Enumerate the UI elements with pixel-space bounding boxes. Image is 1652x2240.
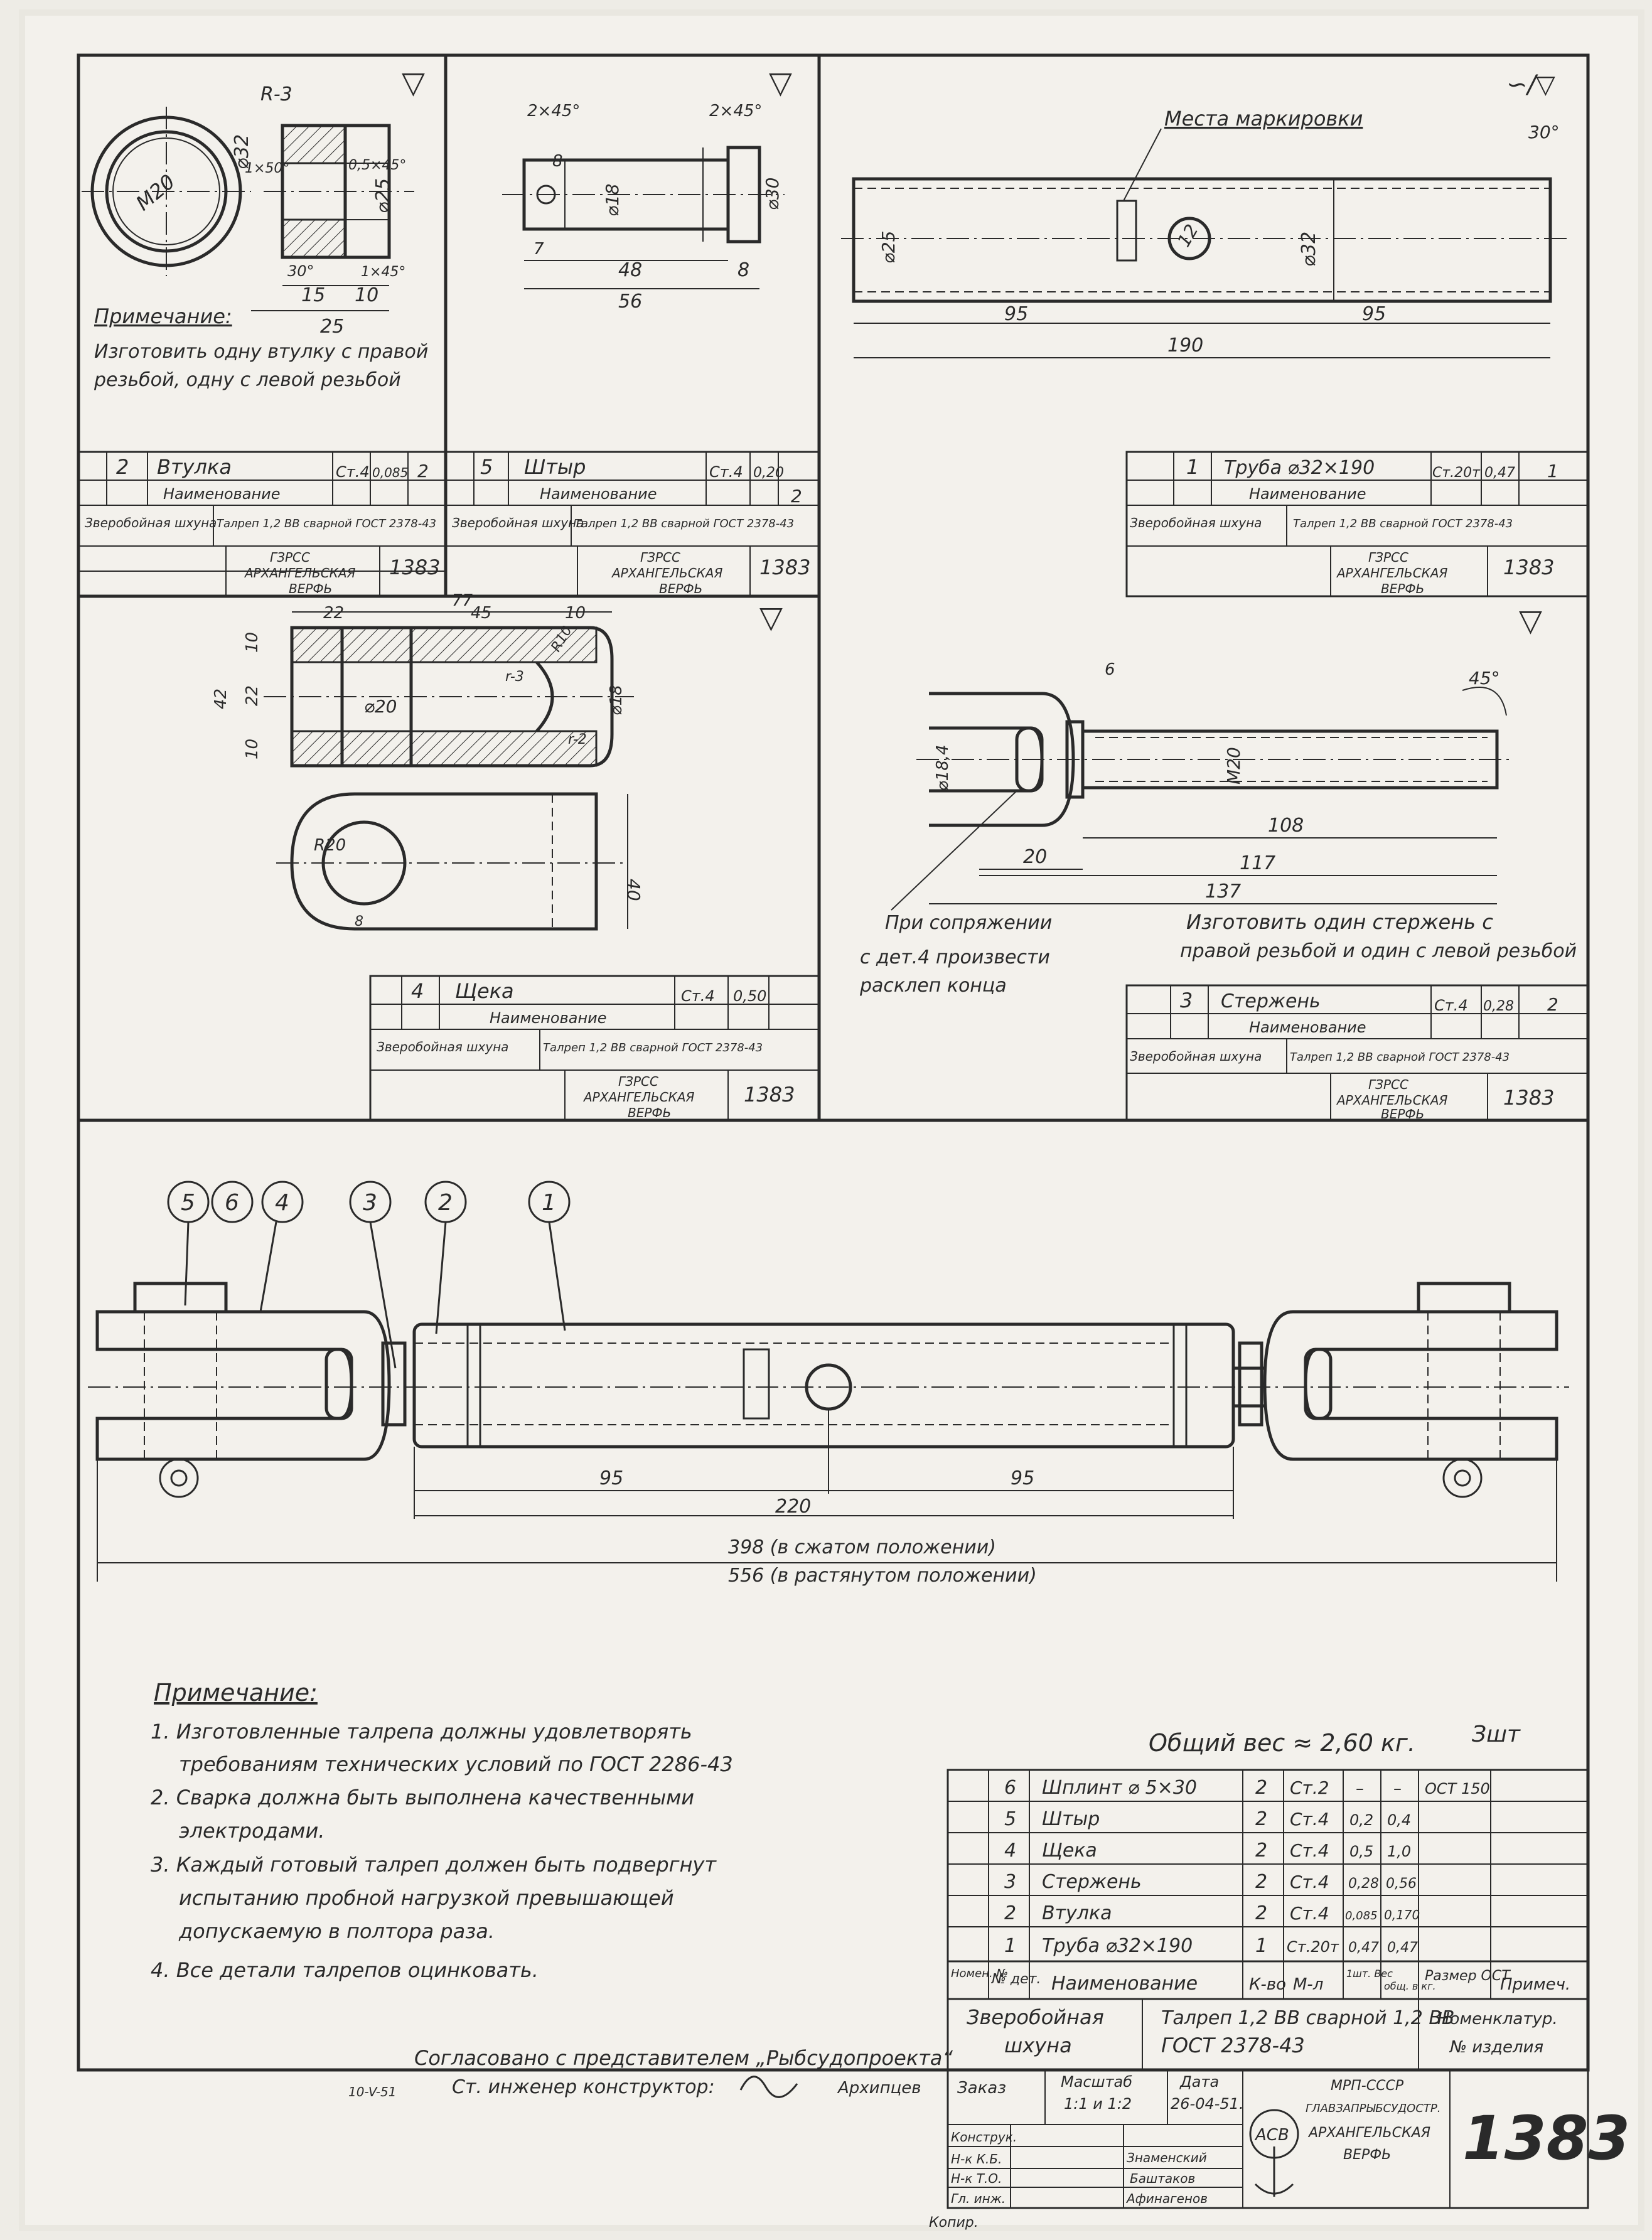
balloon-6: 6 [225,1190,239,1216]
svg-text:ВЕРФЬ: ВЕРФЬ [1343,2147,1392,2163]
svg-text:10: 10 [243,631,262,653]
note-line-8: 4. Все детали талрепов оцинковать. [151,1958,539,1982]
svg-text:Талреп 1,2 ВВ сварной ГОСТ 237: Талреп 1,2 ВВ сварной ГОСТ 2378-43 [543,1041,763,1054]
note-line-4: электродами. [179,1819,325,1843]
pin-roughness: ▽ [769,65,792,100]
tb-bushing-weight: 0,085 [372,465,409,480]
svg-text:№ изделия: № изделия [1450,2038,1544,2057]
svg-text:Ст.4: Ст.4 [1290,1840,1329,1861]
svg-text:R10: R10 [548,623,576,655]
svg-text:Гл. инж.: Гл. инж. [951,2191,1006,2206]
tb-rod-mat: Ст.4 [1434,997,1468,1014]
balloon-4: 4 [275,1190,289,1216]
svg-text:Шплинт ⌀ 5×30: Шплинт ⌀ 5×30 [1042,1777,1197,1799]
svg-text:Наименование: Наименование [540,485,657,503]
svg-text:Зверобойная шхуна: Зверобойная шхуна [85,515,217,530]
svg-text:108: 108 [1268,815,1304,837]
tb-cheek-number: 1383 [744,1083,795,1107]
bushing-dim-m20: M20 [131,169,180,216]
svg-text:⌀18: ⌀18 [607,685,626,715]
svg-text:0,28: 0,28 [1348,1876,1379,1892]
svg-text:R20: R20 [314,836,346,855]
svg-text:АРХАНГЕЛЬСКАЯ: АРХАНГЕЛЬСКАЯ [1337,565,1448,581]
svg-text:⌀18: ⌀18 [602,183,623,217]
svg-text:ГЗРСС: ГЗРСС [1368,550,1408,565]
svg-text:6: 6 [1004,1777,1017,1799]
svg-text:Талреп 1,2 ВВ сварной ГОСТ 237: Талреп 1,2 ВВ сварной ГОСТ 2378-43 [217,517,437,530]
main-drawing-number: 1383 [1462,2103,1631,2173]
svg-text:Зверобойная шхуна: Зверобойная шхуна [452,515,584,530]
svg-text:⌀30: ⌀30 [762,177,783,210]
svg-text:5: 5 [1004,1808,1017,1830]
tb-bushing-number: 1383 [389,555,441,579]
svg-text:R-3: R-3 [260,83,292,105]
tb-rod-weight: 0,28 [1483,999,1514,1014]
assembly-dim-95-right: 95 [1011,1467,1035,1489]
svg-text:Наименование: Наименование [1051,1973,1198,1995]
svg-text:1:1 и 1:2: 1:1 и 1:2 [1064,2095,1132,2113]
assembly-dim-95-left: 95 [599,1467,624,1489]
svg-text:42: 42 [212,688,230,709]
svg-text:ВЕРФЬ: ВЕРФЬ [659,581,703,596]
svg-text:2: 2 [1255,1777,1268,1799]
svg-text:r-2: r-2 [568,732,587,748]
notes-title: Примечание: [154,1679,318,1707]
total-weight: Общий вес ≈ 2,60 кг. [1149,1729,1415,1757]
svg-text:0,56: 0,56 [1386,1876,1417,1892]
tb-rod-name: Стержень [1221,990,1321,1012]
svg-text:8: 8 [355,914,363,930]
svg-text:12: 12 [1173,220,1203,250]
svg-text:ГЛАВЗАПРЫБСУДОСТР.: ГЛАВЗАПРЫБСУДОСТР. [1306,2102,1441,2115]
svg-text:Зверобойная: Зверобойная [967,2005,1104,2029]
svg-text:8: 8 [552,152,563,171]
svg-text:АРХАНГЕЛЬСКАЯ: АРХАНГЕЛЬСКАЯ [245,565,356,581]
tb-tube-number: 1383 [1503,555,1555,579]
svg-text:0,170: 0,170 [1384,1907,1420,1922]
svg-text:Согласовано с представителем „: Согласовано с представителем „Рыбсудопроекта“ [414,2046,953,2070]
note-line-3: 2. Сварка должна быть выполнена качественными [151,1786,695,1809]
svg-text:АРХАНГЕЛЬСКАЯ: АРХАНГЕЛЬСКАЯ [612,565,723,581]
svg-text:Баштаков: Баштаков [1130,2171,1196,2186]
svg-text:ГЗРСС: ГЗРСС [640,550,680,565]
svg-text:2×45°: 2×45° [709,102,763,121]
bushing-note-title: Примечание: [94,304,232,328]
svg-text:Знаменский: Знаменский [1127,2150,1207,2165]
tb-rod-number: 1383 [1503,1086,1555,1110]
tb-bushing-mat: Ст.4 [336,463,370,481]
svg-text:Дата: Дата [1180,2073,1220,2091]
tb-cheek-name: Щека [455,979,514,1003]
svg-text:Примеч.: Примеч. [1500,1975,1571,1994]
svg-text:2: 2 [1004,1902,1017,1924]
svg-text:АРХАНГЕЛЬСКАЯ: АРХАНГЕЛЬСКАЯ [1337,1093,1448,1108]
balloon-2: 2 [438,1190,453,1216]
balloon-3: 3 [363,1190,377,1216]
tb-pin-pos: 5 [480,455,493,479]
svg-text:0,47: 0,47 [1348,1940,1379,1956]
rod-note-joint-1: При сопряжении [885,912,1053,934]
tb-pin-weight: 0,20 [753,465,784,481]
tb-rod-pos: 3 [1180,989,1193,1012]
tb-pin-mat: Ст.4 [709,463,743,481]
svg-text:ВЕРФЬ: ВЕРФЬ [1381,581,1425,596]
svg-text:⌀25: ⌀25 [372,178,394,213]
svg-text:0,5×45°: 0,5×45° [348,158,407,173]
svg-text:Штыр: Штыр [1042,1808,1100,1830]
tb-tube-pos: 1 [1186,455,1199,479]
svg-text:⌀20: ⌀20 [364,696,397,717]
svg-text:M20: M20 [1223,747,1244,785]
svg-text:Ст.2: Ст.2 [1290,1777,1329,1798]
svg-text:Ст.4: Ст.4 [1290,1809,1329,1830]
svg-text:Щека: Щека [1042,1840,1097,1862]
svg-text:Талреп 1,2 ВВ сварной ГОСТ 237: Талреп 1,2 ВВ сварной ГОСТ 2378-43 [1290,1051,1510,1064]
svg-text:К-во: К-во [1249,1975,1287,1994]
svg-text:Втулка: Втулка [1042,1902,1112,1924]
svg-text:шхуна: шхуна [1004,2034,1072,2057]
svg-text:15: 15 [301,284,326,306]
svg-text:Размер ОСТ: Размер ОСТ [1425,1968,1510,1984]
svg-text:АРХАНГЕЛЬСКАЯ: АРХАНГЕЛЬСКАЯ [1309,2125,1431,2141]
svg-text:10: 10 [243,738,262,759]
svg-text:Зверобойная шхуна: Зверобойная шхуна [1130,1049,1262,1064]
svg-text:1шт. Вес: 1шт. Вес [1346,1968,1393,1980]
tb-bushing-pos: 2 [116,455,129,479]
bushing-note-line1: Изготовить одну втулку с правой [94,341,429,363]
note-line-6: испытанию пробной нагрузкой превышающей [179,1886,674,1910]
balloon-1: 1 [542,1190,556,1216]
cheek-roughness: ▽ [759,600,783,635]
svg-text:30°: 30° [287,262,314,280]
bushing-note-line2: резьбой, одну с левой резьбой [94,369,401,391]
svg-text:95: 95 [1362,303,1386,325]
svg-text:30°: 30° [1528,122,1560,142]
svg-text:Ст.20т: Ст.20т [1287,1938,1339,1956]
svg-text:7: 7 [534,240,544,259]
rod-note-make-2: правой резьбой и один с левой резьбой [1180,940,1577,962]
svg-text:Талреп 1,2 ВВ сварной ГОСТ 237: Талреп 1,2 ВВ сварной ГОСТ 2378-43 [1293,517,1513,530]
svg-text:М-л: М-л [1293,1975,1324,1994]
svg-text:Номен. №: Номен. № [951,1967,1009,1980]
balloon-5: 5 [181,1190,195,1216]
svg-text:АСВ: АСВ [1255,2126,1289,2145]
svg-text:r-3: r-3 [505,669,524,685]
tb-pin-number: 1383 [759,555,811,579]
svg-text:ВЕРФЬ: ВЕРФЬ [289,581,333,596]
svg-text:Наименование: Наименование [490,1009,607,1027]
svg-text:⌀32: ⌀32 [231,134,253,169]
svg-text:1: 1 [1004,1935,1017,1957]
svg-text:Ст.4: Ст.4 [1290,1903,1329,1924]
svg-text:40: 40 [623,879,644,901]
note-line-7: допускаемую в полтора раза. [179,1919,495,1943]
svg-text:20: 20 [1023,846,1048,868]
svg-text:22: 22 [323,604,345,623]
svg-text:⌀18,4: ⌀18,4 [933,744,952,791]
svg-text:⌀32: ⌀32 [1298,231,1320,267]
svg-text:Зверобойная шхуна: Зверобойная шхуна [1130,515,1262,530]
svg-text:Ст.4: Ст.4 [1290,1872,1329,1892]
tb-tube-weight: 0,47 [1484,465,1515,481]
tb-tube-name: Труба ⌀32×190 [1224,457,1375,479]
tube-marking-label: Места маркировки [1164,107,1363,131]
svg-text:Наименование: Наименование [163,485,281,503]
rod-note-make-1: Изготовить один стержень с [1186,910,1493,934]
svg-text:Талреп 1,2 ВВ сварной 1,2 ВВ: Талреп 1,2 ВВ сварной 1,2 ВВ [1161,2007,1455,2029]
svg-text:Зверобойная шхуна: Зверобойная шхуна [377,1039,509,1054]
tb-bushing-name: Втулка [157,455,232,479]
svg-text:45: 45 [471,604,492,623]
svg-text:137: 137 [1205,881,1242,903]
svg-text:ГЗРСС: ГЗРСС [618,1074,658,1089]
note-line-5: 3. Каждый готовый талреп должен быть подвергнут [151,1853,716,1877]
svg-text:2: 2 [1255,1808,1268,1830]
svg-text:6: 6 [1105,660,1115,679]
svg-text:Стержень: Стержень [1042,1871,1142,1893]
svg-text:АРХАНГЕЛЬСКАЯ: АРХАНГЕЛЬСКАЯ [584,1090,695,1105]
tb-cheek-weight: 0,50 [733,987,767,1005]
tb-cheek-mat: Ст.4 [681,987,715,1005]
svg-text:Наименование: Наименование [1249,485,1366,503]
svg-text:Заказ: Заказ [957,2079,1007,2098]
svg-text:ГОСТ 2378-43: ГОСТ 2378-43 [1161,2034,1305,2057]
svg-text:ВЕРФЬ: ВЕРФЬ [628,1105,672,1120]
svg-text:45°: 45° [1469,668,1500,689]
rod-note-joint-3: расклеп конца [860,975,1007,997]
svg-text:2: 2 [1255,1871,1268,1893]
note-line-2: требованиям технических условий по ГОСТ 2286-43 [179,1752,733,1776]
svg-text:0,085: 0,085 [1345,1909,1378,1922]
svg-text:0,2: 0,2 [1349,1811,1374,1829]
tube-roughness: ∽/▽ [1506,70,1555,99]
svg-text:Афинагенов: Афинагенов [1127,2191,1208,2206]
svg-text:Н-к К.Б.: Н-к К.Б. [951,2152,1002,2167]
rod-note-joint-2: с дет.4 произвести [860,946,1050,968]
rod-roughness: ▽ [1519,603,1542,638]
svg-text:0,4: 0,4 [1387,1811,1412,1829]
svg-text:Номенклатур.: Номенклатур. [1437,2010,1558,2028]
svg-text:1×50°: 1×50° [245,161,290,176]
svg-text:8: 8 [738,259,750,281]
svg-text:2×45°: 2×45° [527,102,581,121]
copied-by: Копир. [929,2215,979,2231]
svg-text:10: 10 [565,604,586,623]
svg-text:77: 77 [452,591,473,610]
svg-text:Конструк.: Конструк. [951,2130,1017,2145]
svg-text:Архипцев: Архипцев [838,2079,921,2098]
svg-text:22: 22 [243,685,262,706]
svg-text:–: – [1393,1779,1402,1798]
svg-text:ВЕРФЬ: ВЕРФЬ [1381,1107,1425,1122]
svg-text:–: – [1356,1779,1364,1798]
svg-text:ОСТ 150: ОСТ 150 [1425,1780,1490,1798]
svg-text:МРП-СССР: МРП-СССР [1331,2078,1404,2094]
tb-cheek-pos: 4 [411,979,424,1003]
svg-text:2: 2 [1255,1840,1268,1862]
svg-text:10: 10 [355,284,379,306]
note-line-1: 1. Изготовленные талрепа должны удовлетворять [151,1720,692,1744]
svg-text:1×45°: 1×45° [361,264,406,280]
svg-text:0,5: 0,5 [1349,1843,1374,1860]
svg-text:Масштаб: Масштаб [1061,2073,1133,2091]
svg-text:ГЗРСС: ГЗРСС [1368,1077,1408,1092]
svg-text:26-04-51.: 26-04-51. [1171,2095,1244,2113]
svg-text:56: 56 [618,291,643,313]
svg-text:Наименование: Наименование [1249,1019,1366,1036]
svg-text:Талреп 1,2 ВВ сварной ГОСТ 237: Талреп 1,2 ВВ сварной ГОСТ 2378-43 [574,517,795,530]
svg-text:48: 48 [618,259,643,281]
svg-text:0,47: 0,47 [1387,1940,1418,1956]
svg-text:2: 2 [1255,1902,1268,1924]
svg-text:10-V-51: 10-V-51 [348,2084,397,2099]
svg-text:4: 4 [1004,1840,1017,1862]
svg-text:95: 95 [1004,303,1029,325]
svg-text:№ дет.: № дет. [992,1971,1041,1987]
svg-text:общ. в кг.: общ. в кг. [1384,1980,1436,1992]
svg-text:117: 117 [1240,852,1276,874]
svg-text:25: 25 [320,316,345,338]
tb-tube-mat: Ст.20т [1432,465,1480,481]
bushing-roughness: ▽ [402,65,425,100]
tb-tube-qty: 1 [1547,461,1558,481]
assembly-dim-220: 220 [775,1496,812,1518]
svg-text:Н-к Т.О.: Н-к Т.О. [951,2171,1002,2186]
svg-text:Труба ⌀32×190: Труба ⌀32×190 [1042,1935,1193,1957]
tb-pin-qty: 2 [791,486,802,506]
svg-text:1,0: 1,0 [1387,1843,1412,1860]
svg-text:⌀25: ⌀25 [878,230,899,264]
svg-text:Ст. инженер конструктор:: Ст. инженер конструктор: [452,2076,715,2098]
assembly-len-compressed: 398 (в сжатом положении) [728,1536,996,1558]
tb-bushing-qty: 2 [417,461,429,481]
tb-pin-name: Штыр [524,455,586,479]
svg-text:ГЗРСС: ГЗРСС [270,550,310,565]
tb-rod-qty: 2 [1547,994,1558,1015]
svg-text:1: 1 [1255,1935,1268,1957]
svg-text:190: 190 [1167,335,1204,356]
total-weight-mark: Зшт [1472,1722,1520,1747]
assembly-len-extended: 556 (в растянутом положении) [728,1565,1037,1587]
svg-text:3: 3 [1004,1871,1017,1893]
